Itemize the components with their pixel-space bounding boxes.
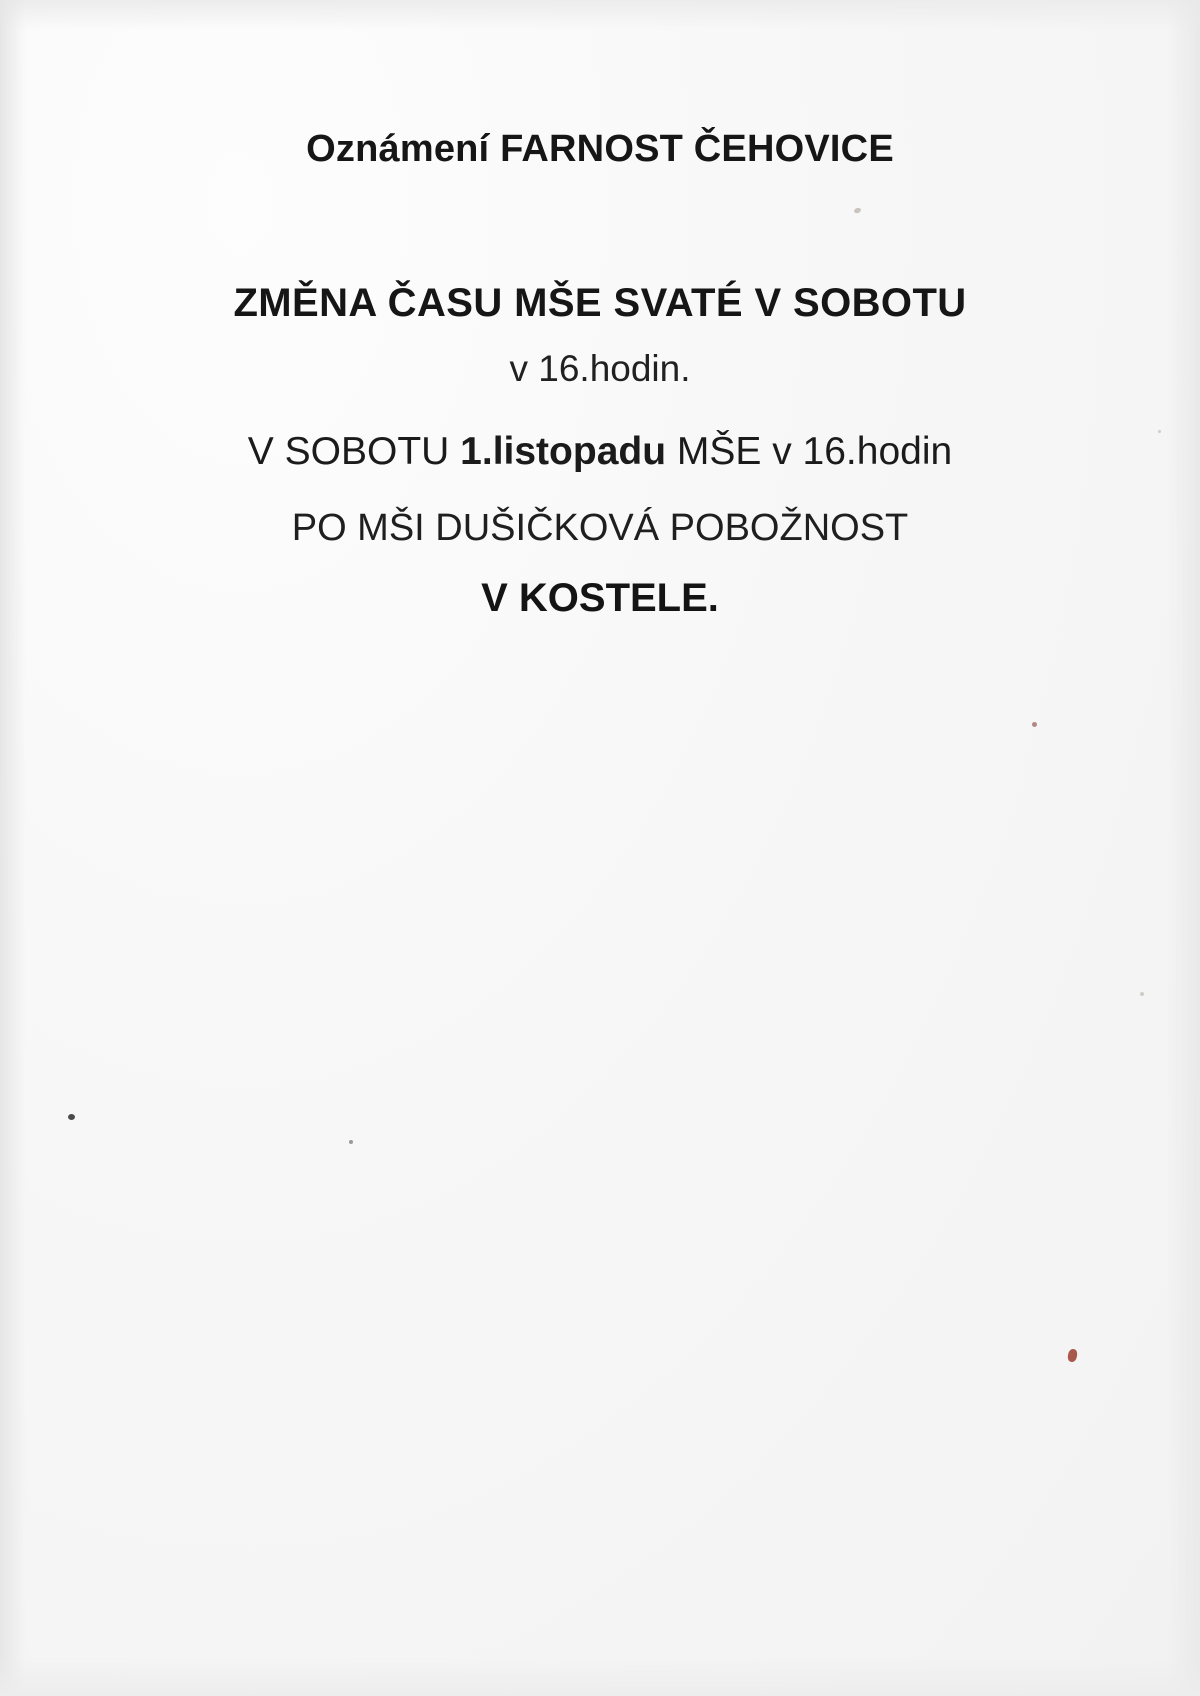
page-title: Oznámení FARNOST ČEHOVICE (306, 128, 894, 170)
scan-artifact-speck (1032, 722, 1037, 727)
announcement-time: v 16.hodin. (509, 348, 691, 389)
date-line-prefix: V SOBOTU (247, 430, 461, 473)
announcement-headline: ZMĚNA ČASU MŠE SVATÉ V SOBOTU (233, 281, 967, 325)
scan-edge-shadow-bottom (0, 1656, 1200, 1696)
scan-artifact-speck (68, 1114, 75, 1120)
scan-artifact-speck (349, 1140, 353, 1144)
announcement-date-line (0, 390, 1200, 474)
scan-artifact-speck (1067, 1348, 1079, 1363)
date-line-emphasis: 1.listopadu (460, 430, 667, 473)
scan-artifact-speck (1140, 992, 1144, 996)
date-line-suffix: MŠE v 16.hodin (666, 430, 953, 473)
announcement-devotion-line: PO MŠI DUŠIČKOVÁ POBOŽNOST (291, 507, 909, 549)
announcement-place-line: V KOSTELE. (481, 576, 719, 620)
document-text-block (0, 0, 1200, 621)
